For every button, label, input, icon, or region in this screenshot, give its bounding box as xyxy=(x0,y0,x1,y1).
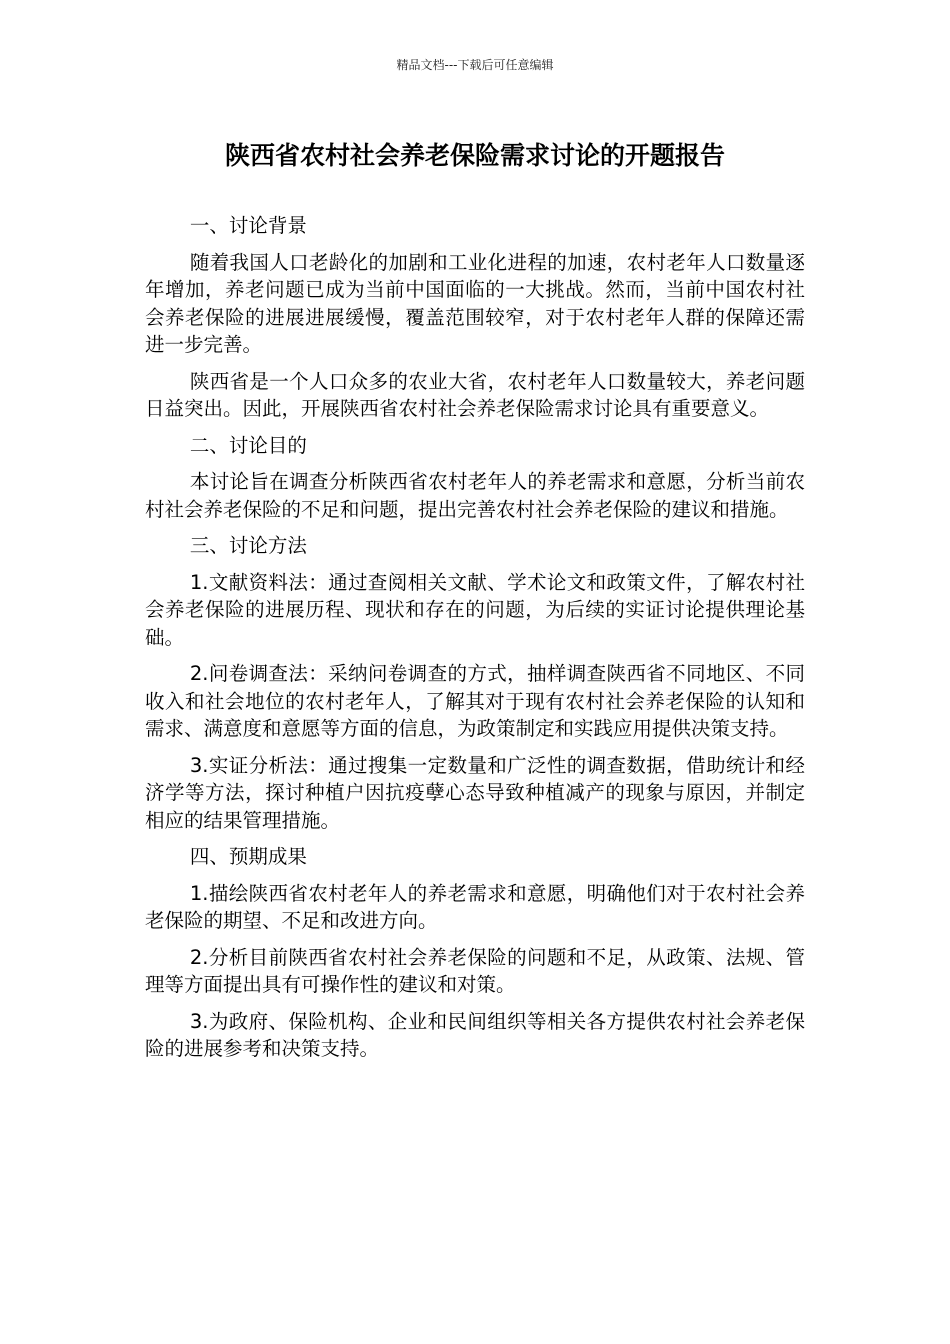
section-heading-background: 一、讨论背景 xyxy=(189,214,307,237)
purpose-paragraph: 本讨论旨在调查分析陕西省农村老年人的养老需求和意愿，分析当前农村社会养老保险的不足和问题，提出完善农村社会养老保险的建议和措施。 xyxy=(145,470,805,521)
method-empirical: 3.实证分析法：通过搜集一定数量和广泛性的调查数据，借助统计和经济学等方法，探讨种植户因抗疫孽心态导致种植减产的现象与原因，并制定相应的结果管理措施。 xyxy=(145,753,805,832)
section-heading-purpose: 二、讨论目的 xyxy=(189,433,307,457)
outcome-item-2: 2.分析目前陕西省农村社会养老保险的问题和不足，从政策、法规、管理等方面提出具有可操作性的建议和对策。 xyxy=(145,945,805,996)
method-literature: 1.文献资料法：通过查阅相关文献、学术论文和政策文件，了解农村社会养老保险的进展历程、现状和存在的问题，为后续的实证讨论提供理论基础。 xyxy=(145,570,805,649)
section-heading-methods: 三、讨论方法 xyxy=(189,534,307,557)
method-questionnaire: 2.问卷调查法：采纳问卷调查的方式，抽样调查陕西省不同地区、不同收入和社会地位的农村老年人，了解其对于现有农村社会养老保险的认知和需求、满意度和意愿等方面的信息，为政策制定和实践应用提供决策支持。 xyxy=(145,662,805,740)
page-header: 精品文档---下载后可任意编辑 xyxy=(396,58,554,72)
outcome-item-3: 3.为政府、保险机构、企业和民间组织等相关各方提供农村社会养老保险的进展参考和决策支持。 xyxy=(145,1009,805,1060)
outcome-item-1: 1.描绘陕西省农村老年人的养老需求和意愿，明确他们对于农村社会养老保险的期望、不足和改进方向。 xyxy=(145,881,805,932)
section-heading-outcomes: 四、预期成果 xyxy=(189,845,307,868)
document-body xyxy=(145,212,805,1072)
document-title: 陕西省农村社会养老保险需求讨论的开题报告 xyxy=(224,141,725,170)
background-paragraph-2: 陕西省是一个人口众多的农业大省，农村老年人口数量较大，养老问题日益突出。因此，开展陕西省农村社会养老保险需求讨论具有重要意义。 xyxy=(145,369,805,420)
background-paragraph-1: 随着我国人口老龄化的加剧和工业化进程的加速，农村老年人口数量逐年增加，养老问题已成为当前中国面临的一大挑战。然而，当前中国农村社会养老保险的进展进展缓慢，覆盖范围较窄，对于农村老年人群的保障还需进一步完善。 xyxy=(145,250,805,356)
